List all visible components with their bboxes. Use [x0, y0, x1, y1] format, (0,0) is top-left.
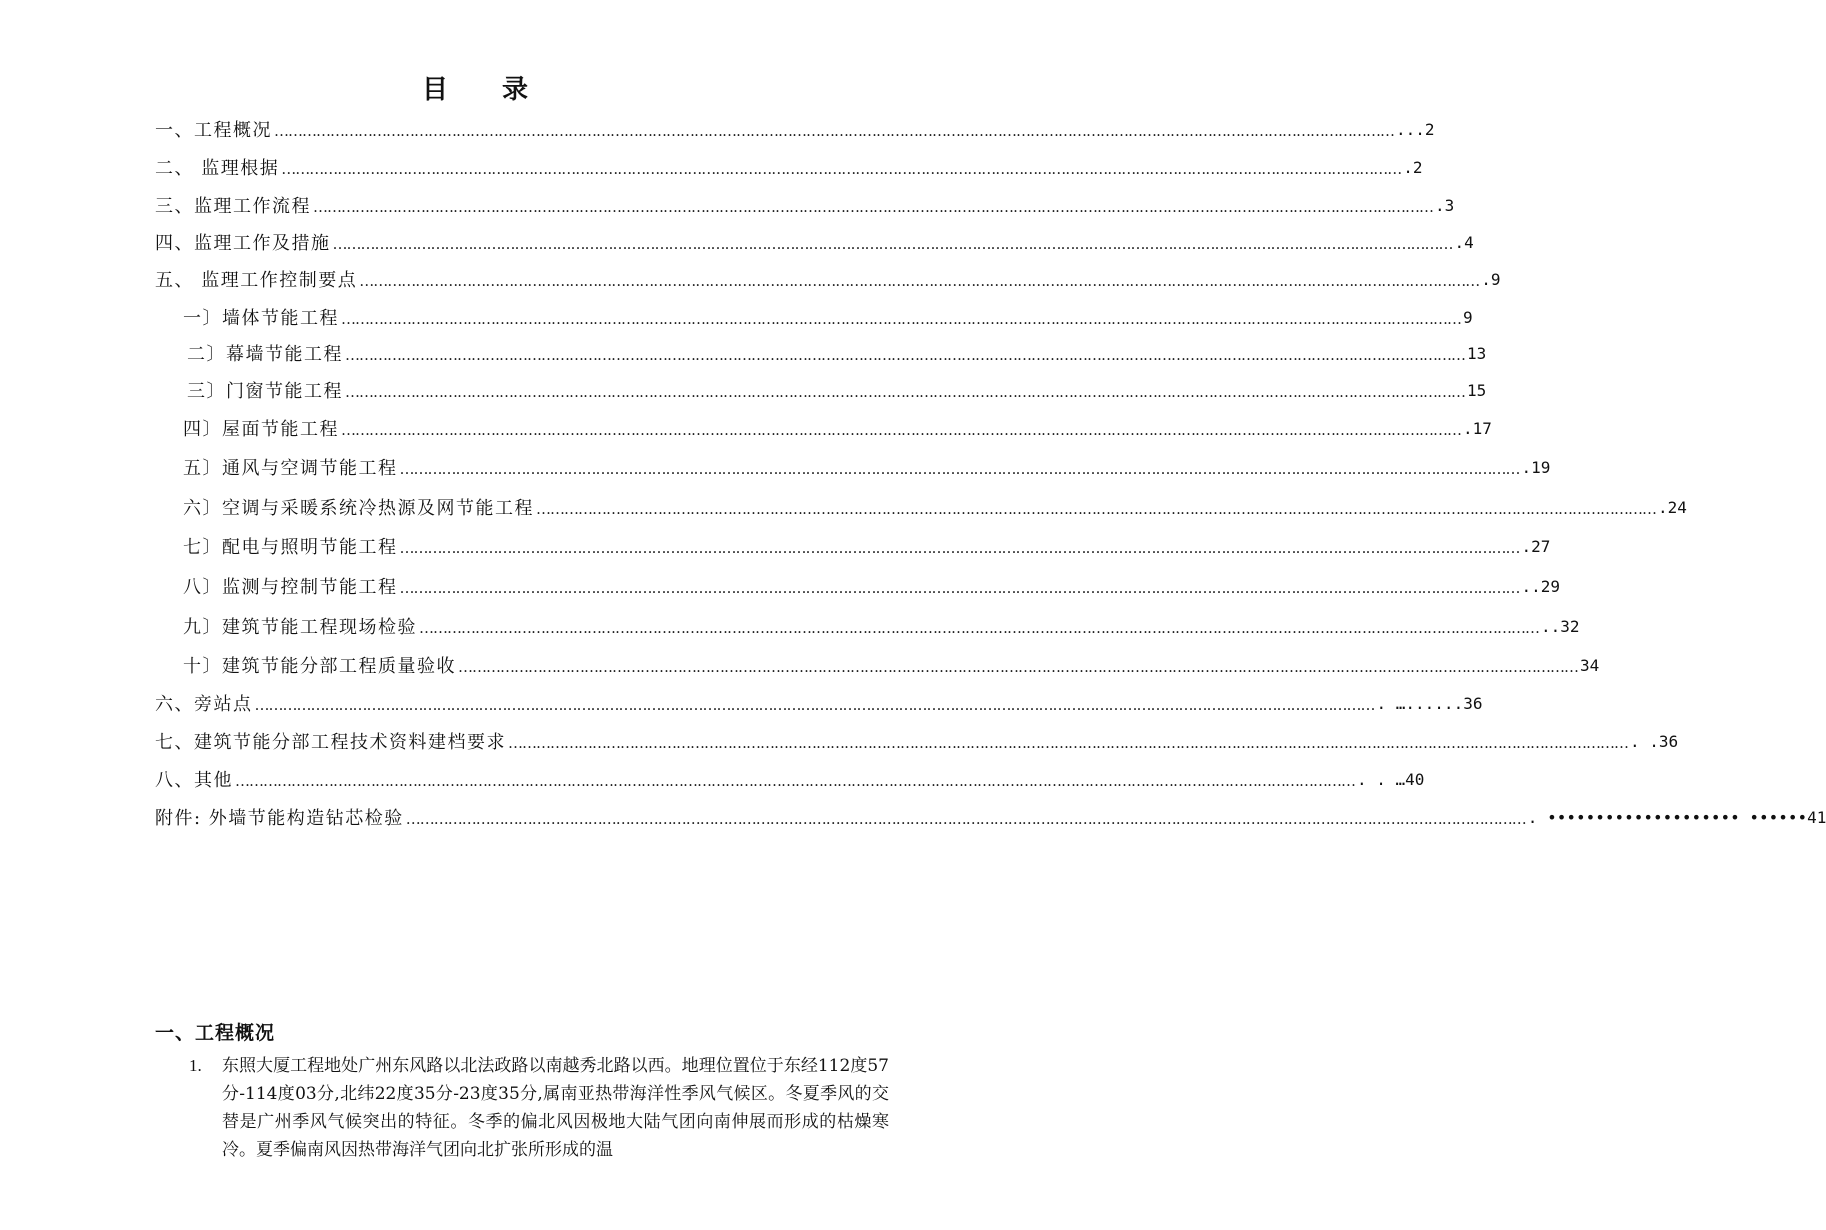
toc-page-number: 32	[1560, 616, 1580, 636]
toc-page-number: 13	[1467, 343, 1487, 363]
toc-leader-tail: . •••••••••••••••••••• ••••••	[1527, 807, 1808, 827]
toc-entry-label: 一、工程概况	[155, 120, 272, 141]
toc-entry-label: 四〕屋面节能工程	[183, 419, 339, 440]
toc-entry[interactable]	[183, 573, 1561, 599]
toc-leader: ……………………………………………………………………………………………………………………………………………………………………………………………………………………	[313, 198, 1433, 216]
toc-leader-tail: .	[1658, 497, 1668, 517]
toc-entry[interactable]	[155, 728, 1679, 754]
toc-entry-label: 五、 监理工作控制要点	[155, 270, 358, 291]
toc-entry[interactable]	[187, 340, 1487, 366]
toc-leader: ……………………………………………………………………………………………………………………………………………………………………………………………………………………	[281, 160, 1402, 178]
toc-entry[interactable]	[155, 690, 1483, 716]
toc-leader: ……………………………………………………………………………………………………………………………………………………………………………………………………………………	[399, 539, 1520, 557]
toc-page-number: 9	[1490, 269, 1501, 289]
toc-entry[interactable]	[183, 304, 1473, 330]
toc-page-number: 9	[1463, 307, 1473, 327]
toc-page-number: 40	[1405, 769, 1425, 789]
toc-leader: ……………………………………………………………………………………………………………………………………………………………………………………………………………………	[332, 235, 1453, 253]
toc-entry-label: 二〕幕墙节能工程	[187, 344, 343, 365]
toc-entry-label: 五〕通风与空调节能工程	[183, 458, 398, 479]
toc-leader-tail: . …......	[1376, 693, 1464, 713]
toc-entry-label: 四、监理工作及措施	[155, 233, 331, 254]
toc-leader: ……………………………………………………………………………………………………………………………………………………………………………………………………………………	[536, 500, 1656, 518]
toc-title: 目录	[421, 75, 582, 105]
toc-page-number: 3	[1444, 195, 1455, 215]
toc-entry[interactable]	[155, 192, 1455, 218]
toc-entry[interactable]	[155, 766, 1425, 792]
toc-entry-label: 三〕门窗节能工程	[187, 381, 343, 402]
toc-page-number: 19	[1531, 457, 1551, 477]
toc-leader: ……………………………………………………………………………………………………………………………………………………………………………………………………………………	[419, 619, 1539, 637]
toc-leader: ……………………………………………………………………………………………………………………………………………………………………………………………………………………	[341, 310, 1461, 328]
toc-leader-tail: .	[1481, 269, 1491, 289]
toc-leader-tail: ..	[1541, 616, 1561, 636]
toc-page-number: 41	[1807, 807, 1826, 827]
toc-entry[interactable]	[155, 804, 1826, 830]
toc-leader: ……………………………………………………………………………………………………………………………………………………………………………………………………………………	[359, 272, 1480, 290]
toc-entry[interactable]	[155, 229, 1474, 255]
toc-page-number: 29	[1540, 576, 1561, 596]
toc-entry[interactable]	[183, 652, 1600, 678]
toc-entry-label: 一〕墙体节能工程	[183, 308, 339, 329]
toc-leader: ……………………………………………………………………………………………………………………………………………………………………………………………………………………	[345, 346, 1465, 364]
toc-leader: ……………………………………………………………………………………………………………………………………………………………………………………………………………………	[405, 810, 1526, 828]
toc-leader: ……………………………………………………………………………………………………………………………………………………………………………………………………………………	[235, 772, 1355, 790]
toc-leader: ……………………………………………………………………………………………………………………………………………………………………………………………………………………	[341, 421, 1461, 439]
toc-leader-tail: .	[1521, 457, 1532, 477]
toc-leader: ……………………………………………………………………………………………………………………………………………………………………………………………………………………	[508, 734, 1628, 752]
toc-page-number: 15	[1467, 380, 1487, 400]
toc-entry-label: 六〕空调与采暖系统冷热源及网节能工程	[183, 498, 534, 519]
toc-page-number: 17	[1472, 418, 1492, 438]
toc-entry[interactable]	[187, 377, 1487, 403]
toc-entry[interactable]	[155, 116, 1435, 142]
toc-leader: ……………………………………………………………………………………………………………………………………………………………………………………………………………………	[254, 696, 1375, 714]
toc-entry-label: 二、 监理根据	[155, 158, 280, 179]
toc-entry[interactable]	[183, 494, 1687, 520]
toc-leader-tail: .	[1403, 157, 1413, 177]
toc-entry-label: 九〕建筑节能工程现场检验	[183, 617, 417, 638]
toc-entry[interactable]	[183, 613, 1580, 639]
toc-entry[interactable]	[155, 266, 1501, 292]
toc-page-number: 24	[1667, 497, 1687, 517]
toc-entry-label: 八〕监测与控制节能工程	[183, 577, 398, 598]
toc-entry-label: 八、其他	[155, 770, 233, 791]
toc-leader-tail: .	[1463, 418, 1473, 438]
toc-page-number: 2	[1412, 157, 1423, 177]
toc-page-number: 4	[1464, 232, 1474, 252]
toc-leader-tail: . .	[1630, 731, 1659, 751]
toc-leader: ……………………………………………………………………………………………………………………………………………………………………………………………………………………	[345, 383, 1465, 401]
section-heading: 一、工程概况	[155, 1022, 276, 1044]
toc-entry-label: 附件: 外墙节能构造钻芯检验	[155, 808, 404, 829]
toc-leader: ……………………………………………………………………………………………………………………………………………………………………………………………………………………	[399, 579, 1520, 597]
toc-leader-tail: ...	[1396, 119, 1425, 139]
paragraph-number: 1.	[189, 1056, 202, 1075]
toc-page-number: 36	[1463, 693, 1483, 713]
toc-leader-tail: .	[1521, 536, 1532, 556]
toc-leader-tail: ..	[1521, 576, 1541, 596]
toc-leader-tail: .	[1454, 232, 1465, 252]
toc-entry-label: 六、旁站点	[155, 694, 253, 715]
paragraph-text: 东照大厦工程地处广州东风路以北法政路以南越秀北路以西。地理位置位于东经112度57分-114度03分,北纬22度35分-23度35分,属南亚热带海洋性季风气候区。冬夏季风的交替是广州季风气候突出的特征。冬季的偏北风因极地大陆气团向南伸展而形成的枯燥寒冷。夏季偏南风因热带海洋气团向北扩张所形成的温	[222, 1056, 889, 1160]
toc-entry[interactable]	[155, 154, 1423, 180]
toc-page-number: 2	[1424, 119, 1435, 139]
toc-leader: ……………………………………………………………………………………………………………………………………………………………………………………………………………………	[399, 460, 1520, 478]
toc-page-number: 27	[1531, 536, 1551, 556]
toc-page-number: 36	[1658, 731, 1679, 751]
toc-entry-label: 七〕配电与照明节能工程	[183, 537, 398, 558]
toc-entry-label: 十〕建筑节能分部工程质量验收	[183, 656, 456, 677]
toc-entry-label: 三、监理工作流程	[155, 196, 311, 217]
toc-entry[interactable]	[183, 533, 1551, 559]
paragraph	[189, 1052, 889, 1164]
toc-leader: ……………………………………………………………………………………………………………………………………………………………………………………………………………………	[458, 658, 1578, 676]
toc-leader-tail: .	[1435, 195, 1445, 215]
toc-entry-label: 七、建筑节能分部工程技术资料建档要求	[155, 732, 506, 753]
toc-entry[interactable]	[183, 415, 1492, 441]
toc-entry[interactable]	[183, 454, 1551, 480]
toc-leader: ……………………………………………………………………………………………………………………………………………………………………………………………………………………	[274, 122, 1394, 140]
toc-page-number: 34	[1580, 655, 1600, 675]
toc-leader-tail: . . …	[1357, 769, 1406, 789]
